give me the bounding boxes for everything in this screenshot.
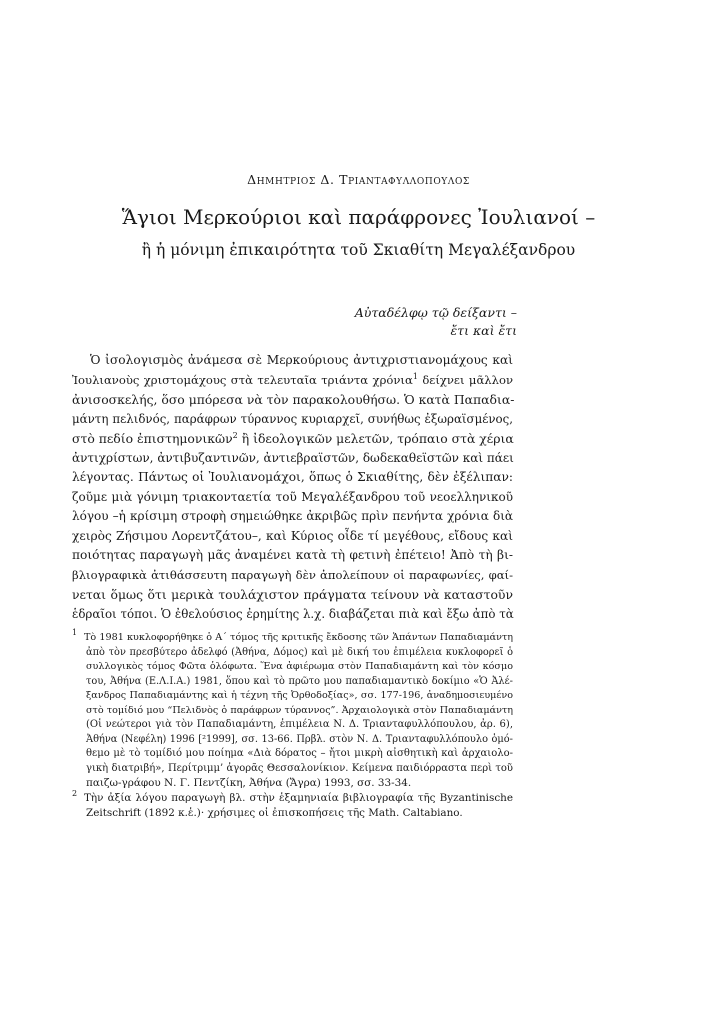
footnote-1-line: Ἀθήνα (Νεφέλη) 1996 [²1999], σσ. 13-66. Πρβλ. στὸν Ν. Δ. Τριανταφυλλόπουλο ὁμό- [86,733,513,745]
body-line-text: ἢ ἰδεολογικῶν μελετῶν, τρόπαιο στὰ χέρια [241,431,514,446]
body-line: λέγοντας. Πάντως οἱ Ἰουλιανομάχοι, ὅπως ὁ Σκιαθίτης, δὲν ἐξέλιπαν: [72,470,513,484]
footnote-1-line: γικὴ διατριβή», Περίτριμμ’ ἀγορᾶς Θεσσαλονίκιον. Κείμενα παιδιόρραστα περὶ τοῦ [86,762,513,774]
footnote-2-line [72,791,513,806]
body-line: βλιογραφικὰ ἀτιθάσσευτη παραγωγὴ δὲν ἀπολείπουν οἱ παραφωνίες, φαί- [72,567,513,582]
dedication-line: ἔτι καὶ ἔτι [450,323,517,338]
footnote-1-line: (Οἱ νεώτεροι γιὰ τὸν Παπαδιαμάντη, ἐπιμέλεια Ν. Δ. Τριανταφυλλόπουλου, ἀρ. 6), [86,719,513,731]
footnote-2-line: Zeitschrift (1892 κ.ἑ.)· χρήσιμες οἱ ἐπισκοπήσεις τῆς Math. Caltabiano. [86,806,463,819]
footnote-1-text: Τὸ 1981 κυκλοφορήθηκε ὁ Α΄ τόμος τῆς κριτικῆς ἔκδοσης τῶν Ἁπάντων Παπαδιαμάντη [84,632,513,643]
body-line: ζοῦμε μιὰ γόνιμη τριακονταετία τοῦ Μεγαλέξανδρου τοῦ νεοελληνικοῦ [72,489,513,504]
footnote-ref-1[interactable]: 1 [412,371,418,381]
body-line: λόγου –ἡ κρίσιμη στροφὴ σημειώθηκε ἀκριβῶς πρὶν πενήντα χρόνια διὰ [72,509,513,523]
footnote-1-line: παιζω-γράφου Ν. Γ. Πεντζίκη, Ἀθήνα (Ἄγρα) 1993, σσ. 33-34. [86,777,412,790]
body-line: μάντη πελιδνός, παράφρων τύραννος κυριαρχεῖ, συνήθως ἐξωραϊσμένος, [72,411,513,426]
footnote-1-line: ξανδρος Παπαδιαμάντης καὶ ἡ τέχνη τῆς Ὀρθοδοξίας», σσ. 177-196, ἀναδημοσιευμένο [86,690,513,702]
footnote-1-line: συλλογικὸς τόμος Φῶτα ὁλόφωτα. Ἕνα ἀφιέρωμα στὸν Παπαδιαμάντη καὶ τὸν κόσμο [86,661,513,673]
article-subtitle: ἢ ἡ μόνιμη ἐπικαιρότητα τοῦ Σκιαθίτη Μεγαλέξανδρου [141,241,576,259]
footnote-1-line [72,628,513,646]
footnote-2-number [72,791,84,806]
body-line: ἀντιχρίστων, ἀντιβυζαντινῶν, ἀντιεβραϊστῶν, δωδεκαθεϊστῶν καὶ πάει [72,450,514,465]
body-line-text: Ἰουλιανοὺς χριστομάχους στὰ τελευταῖα τριάντα χρόνια [72,372,413,387]
footnote-ref-2[interactable]: 2 [232,431,238,440]
body-line: ἀνισοσκελής, ὅσο μπόρεσα νὰ τὸν παρακολουθήσω. Ὁ κατὰ Παπαδια- [72,392,515,407]
dedication-line: Αὐταδέλφῳ τῷ δείξαντι – [354,305,517,320]
body-line-text: στὸ πεδίο ἐπιστημονικῶν [72,431,233,446]
body-line: χειρὸς Ζήσιμου Λορεντζάτου–, καὶ Κύριος οἶδε τί μεγέθους, εἴδους καὶ [72,528,513,543]
dedication [257,304,517,340]
author-name [0,172,717,187]
footnote-1-number [72,628,84,646]
body-line: Ὁ ἰσολογισμὸς ἀνάμεσα σὲ Μερκούριους ἀντιχριστιανομάχους καὶ [90,353,513,367]
body-line-text: δείχνει μᾶλλον [422,372,513,387]
footnote-1-line: στὸ τομίδιό μου “Πελιδνὸς ὁ παράφρων τύραννος”. Ἀρχαιολογικὰ στὸν Παπαδιαμάντη [86,704,513,716]
body-line [72,371,513,391]
body-paragraph [72,351,513,624]
footnote-1-mark: 1 [72,628,78,637]
author-name-text: Δημητριος Δ. Τριανταφυλλοπουλος [247,172,470,187]
body-line: ἑδραῖοι τόποι. Ὁ ἐθελούσιος ἐρημίτης λ.χ. διαβάζεται πιὰ καὶ ἔξω ἀπὸ τὰ [72,606,514,621]
footnote-2-mark: 2 [72,789,78,799]
footnote-1-line: του, Ἀθήνα (Ε.Λ.Ι.Α.) 1981, ὅπου καὶ τὸ πρῶτο μου παπαδιαμαντικὸ δοκίμιο «Ὁ Ἀλέ- [86,675,513,687]
footnote-1-line: ἀπὸ τὸν πρεσβύτερο ἀδελφό (Ἀθήνα, Δόμος) καὶ μὲ δική του ἐπιμέλεια κυκλοφορεῖ ὁ [86,646,513,658]
body-line: νεται ὅμως ὅτι μερικὰ τουλάχιστον πράγματα τείνουν νὰ καταστοῦν [72,587,513,602]
footnote-2-text: Τὴν ἀξία λόγου παραγωγὴ βλ. στὴν ἑξαμηνιαία βιβλιογραφία τῆς Byzantinische [84,792,513,805]
article-title: Ἅγιοι Μερκούριοι καὶ παράφρονες Ἰουλιανοί – [121,205,596,229]
body-line [72,429,513,449]
footnote-1-line: θεμο μὲ τὸ τομίδιό μου ποίημα «Διὰ δόρατος – ἤτοι μικρὴ αἰσθητικὴ καὶ ἀρχαιολο- [86,748,513,760]
footnotes [72,628,513,820]
body-line: ποιότητας παραγωγὴ μᾶς ἀναμένει κατὰ τὴ φετινὴ ἐπέτειο! Ἀπὸ τὴ βι- [72,548,513,562]
